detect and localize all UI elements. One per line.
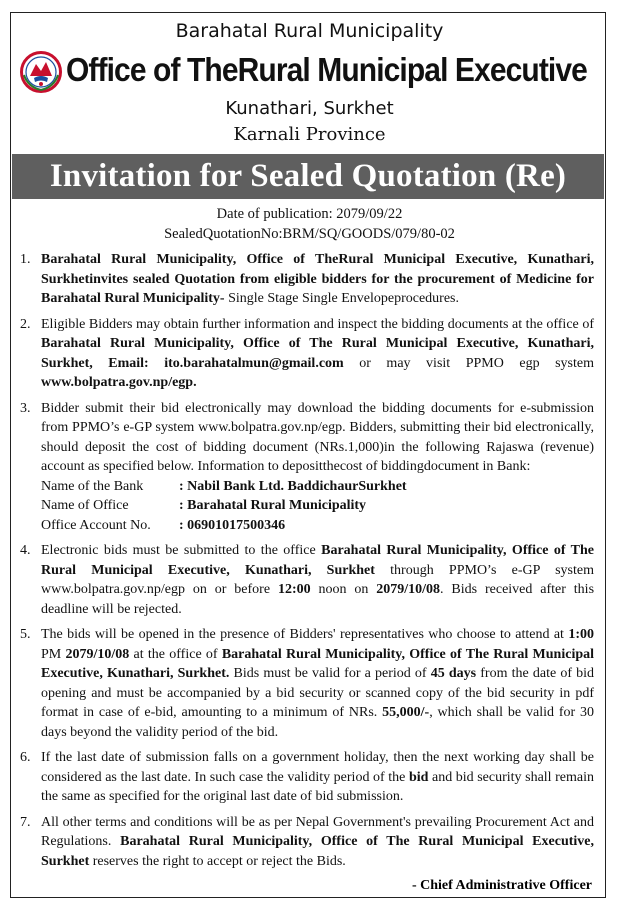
item-number: 7. xyxy=(20,814,31,830)
item-text-bold: 12:00 xyxy=(277,582,311,597)
item-text-run: Eligible Bidders may obtain further information and inspect the bidding documents at the office of xyxy=(41,316,594,332)
item-text xyxy=(41,625,594,742)
notice-title-banner: Invitation for Sealed Quotation (Re) xyxy=(12,154,604,199)
bank-details-table xyxy=(41,477,407,536)
notice-item xyxy=(20,315,594,393)
item-text-run: Electronic bids must be submitted to the office xyxy=(41,543,322,558)
notice-item xyxy=(20,813,594,872)
item-text-run: All other terms and conditions will be as per Nepal Government's prevailing Procurement Act and Regulations. xyxy=(41,814,594,849)
item-text-bold: 1:00 xyxy=(568,627,594,642)
item-text-bold: 55,000/- xyxy=(382,705,430,720)
item-text-run: Bids must be valid for a period of xyxy=(229,666,431,681)
item-text xyxy=(41,541,594,619)
bank-details-row xyxy=(41,477,407,497)
office-title: Office of TheRural Municipal Executive xyxy=(66,52,587,89)
location-line: Kunathari, Surkhet xyxy=(225,98,394,119)
notice-items-list xyxy=(20,250,594,877)
item-text-bold: 2079/10/08 xyxy=(65,646,130,662)
province-line: Karnali Province xyxy=(233,124,386,145)
item-text-run: at the office of xyxy=(129,646,222,662)
municipality-name: Barahatal Rural Municipality xyxy=(175,20,444,42)
nepal-emblem-icon xyxy=(20,51,62,93)
item-text-run: PM xyxy=(41,646,66,662)
item-text-bold: 2079/10/08 xyxy=(376,582,441,597)
item-text xyxy=(41,315,594,393)
item-text-run: . Bids received after this deadline will be rejected. xyxy=(41,582,595,617)
item-text xyxy=(41,813,594,872)
item-number: 2. xyxy=(20,316,31,332)
bank-detail-label: Office Account No. xyxy=(41,517,151,533)
publication-date: Date of publication: 2079/09/22 xyxy=(216,206,403,222)
item-text-run: If the last date of submission falls on a government holiday, then the next working day shall be considered as the last date. In such case the validity period of the xyxy=(41,750,594,785)
item-text-bold: Barahatal Rural Municipality, Office of TheRural Municipal Executive, Kunathari, Surkhetinvites sealed Quotation from eligible bidders for the procurement of Medicine for Barahatal Rural Municipality- xyxy=(41,252,594,306)
bank-details-row xyxy=(41,516,407,536)
item-text-bold: Barahatal Rural Municipality, Office of The Rural Municipal Executive, Kunathari, Surkhet. xyxy=(41,646,595,681)
notice-item xyxy=(20,250,594,309)
notice-item xyxy=(20,399,594,536)
item-text-bold: www.bolpatra.gov.np/egp. xyxy=(41,375,197,390)
item-number: 1. xyxy=(20,252,31,267)
item-number: 5. xyxy=(20,627,31,642)
item-text-bold: Barahatal Rural Municipality, Office of The Rural Municipal Executive, Kunathari, Surkhet, Email: ito.barahatalmun@gmail.com xyxy=(41,336,594,371)
notice-item xyxy=(20,748,594,807)
bank-detail-value: : Nabil Bank Ltd. BaddichaurSurkhet xyxy=(179,478,407,494)
item-text xyxy=(41,748,594,807)
item-text-bold: bid xyxy=(408,769,429,785)
bank-detail-label: Name of the Bank xyxy=(41,478,144,494)
item-text-run: Bidder submit their bid electronically may download the bidding documents for e-submission from PPMO’s e-GP system www.bolpatra.gov.np/egp. Bidders, submitting their bid electronically, should deposit the cost of bidding document (NRs.1,000)in the following Rajaswa (revenue) account as specified below. Information to depositthecost of biddingdocument in Bank: xyxy=(41,400,594,474)
item-text-run: and bid security shall remain the same as specified for the original last date of bid submission. xyxy=(41,769,594,804)
item-text-bold: 45 days xyxy=(430,666,477,681)
item-text-run: noon on xyxy=(310,582,377,597)
item-text-run: or may visit PPMO egp system xyxy=(343,355,594,371)
item-text-bold: Barahatal Rural Municipality, Office of The Rural Municipal Executive, Surkhet xyxy=(41,834,594,869)
item-number: 4. xyxy=(20,543,31,558)
quotation-number: SealedQuotationNo:BRM/SQ/GOODS/079/80-02 xyxy=(164,226,455,242)
item-text xyxy=(41,250,594,309)
item-text-bold: Barahatal Rural Municipality, Office of The Rural Municipal Executive, Kunathari, Surkhet xyxy=(41,543,595,578)
bank-details-row xyxy=(41,496,407,516)
notice-item xyxy=(20,625,594,742)
item-text xyxy=(41,399,594,477)
signature-line: - Chief Administrative Officer xyxy=(411,878,592,893)
bank-detail-value: : 06901017500346 xyxy=(179,517,286,533)
item-text-run: The bids will be opened in the presence of Bidders' representatives who choose to attend at xyxy=(41,627,569,642)
notice-item xyxy=(20,541,594,619)
bank-detail-label: Name of Office xyxy=(41,498,129,513)
item-text-run: through PPMO’s e-GP system www.bolpatra.gov.np/egp on or before xyxy=(41,562,594,597)
item-text-run: Single Stage Single Envelopeprocedures. xyxy=(224,291,460,306)
item-text-run: from the date of bid opening and must be accompanied by a bid security or scanned copy of the bid security in pdf format in case of e-bid, amounting to a minimum of NRs. xyxy=(41,666,595,720)
item-number: 6. xyxy=(20,750,31,765)
item-text-run: , which shall be valid for 30 days beyond the validity period of the bid. xyxy=(41,705,595,740)
item-number: 3. xyxy=(20,400,31,416)
item-text-run: reserves the right to accept or reject the Bids. xyxy=(89,853,346,869)
bank-detail-value: : Barahatal Rural Municipality xyxy=(179,498,367,513)
